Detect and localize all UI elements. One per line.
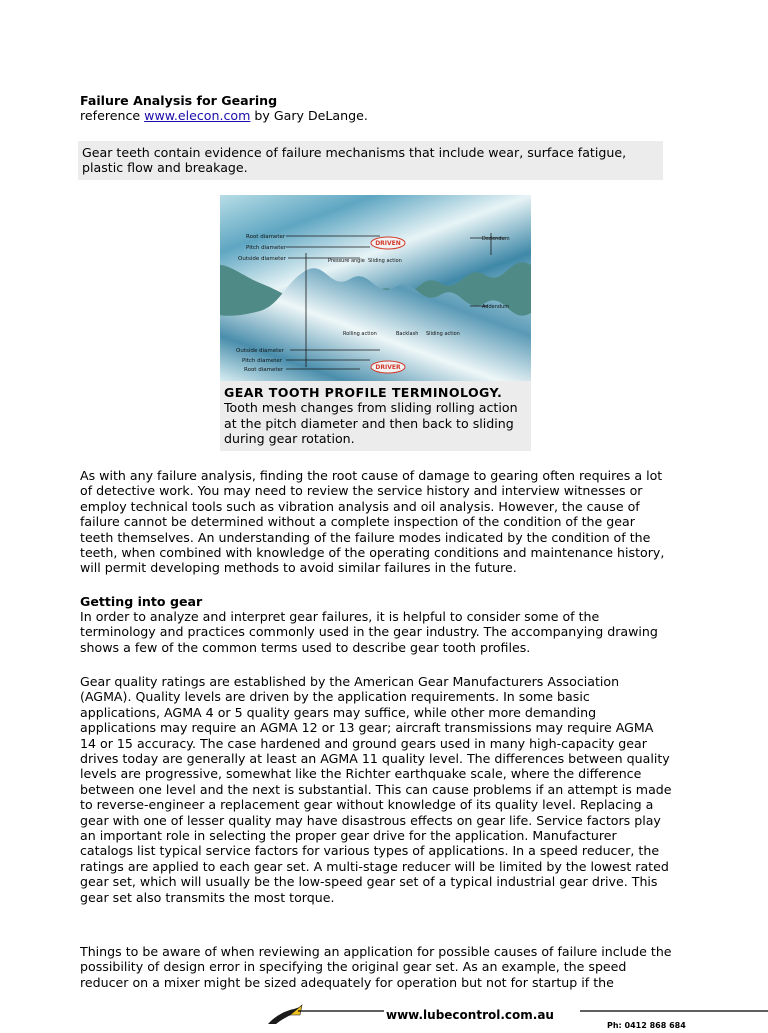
document-header (80, 93, 680, 180)
figure-caption (220, 381, 531, 451)
label-driven: DRIVEN (375, 240, 401, 247)
paragraph-terminology: In order to analyze and interpret gear failures, it is helpful to consider some of the terminology and practices commonly used in the gear industry. The accompanying drawing shows a few of the common terms used to describe gear tooth profiles. (80, 609, 658, 655)
label-outside-diameter-2: Outside diameter (236, 348, 284, 354)
caption-title: GEAR TOOTH PROFILE TERMINOLOGY. (224, 385, 503, 400)
caption-text: Tooth mesh changes from sliding rolling action at the pitch diameter and then back to sliding during gear rotation. (224, 400, 518, 447)
page-footer (260, 1003, 768, 1030)
footer-phone: Ph: 0412 868 684 (607, 1021, 686, 1030)
reference-line (80, 108, 680, 123)
label-root-diameter: Root diameter (246, 234, 286, 240)
label-dedendum: Dedendum (482, 236, 510, 242)
label-pitch-diameter: Pitch diameter (246, 245, 287, 251)
label-backlash: Backlash (396, 331, 419, 337)
label-addendum: Addendum (482, 304, 510, 310)
label-sliding-action-2: Sliding action (426, 331, 460, 337)
label-pressure-angle: Pressure angle (328, 258, 365, 264)
label-pitch-diameter-2: Pitch diameter (242, 358, 283, 364)
paragraph-detective-work: As with any failure analysis, finding the root cause of damage to gearing often requires a lot of detective work. You may need to review the service history and interview witnesses or employ technical tools such as vibration analysis and oil analysis. However, the cause of failure cannot be determined without a complete inspection of the condition of the gear teeth themselves. An understanding of the failure modes indicated by the condition of the teeth, when combined with knowledge of the operating conditions and maintenance history, will permit developing methods to avoid similar failures in the future. (80, 468, 665, 576)
paragraph-gear-quality: Gear quality ratings are established by the American Gear Manufacturers Association (AGMA). Quality levels are driven by the application requirements. In some basic applications, AGMA 4 or 5 quality gears may suffice, while other more demanding applications may require an AGMA 12 or 13 gear; aircraft transmissions may require AGMA 14 or 15 accuracy. The case hardened and ground gears used in many high-capacity gear drives today are generally at least an AGMA 11 quality level. The differences between quality levels are progressive, somewhat like the Richter earthquake scale, where the difference between one level and the next is substantial. This can cause problems if an attempt is made to reverse-engineer a replacement gear without knowledge of its quality level. Replacing a gear with one of lesser quality may have disastrous effects on gear life. Service factors play an important role in selecting the proper gear drive for the application. Manufacturer catalogs list typical service factors for various types of applications. In a speed reducer, the ratings are applied to each gear set. A multi-stage reducer will be limited by the lowest rated gear set, which will usually be the low-speed gear set of a typical industrial gear drive. This gear set also transmits the most torque. (80, 674, 672, 905)
label-rolling-action: Rolling action (343, 331, 377, 337)
paragraph-design-error: Things to be aware of when reviewing an application for possible causes of failure include the possibility of design error in specifying the original gear set. As an example, the speed reducer on a mixer might be sized adequately for operation but not for startup if the (80, 944, 672, 990)
label-outside-diameter: Outside diameter (238, 256, 286, 262)
label-sliding-action: Sliding action (368, 258, 402, 264)
gear-figure (220, 195, 531, 451)
document-title: Failure Analysis for Gearing (80, 93, 278, 108)
label-root-diameter-2: Root diameter (244, 367, 284, 373)
reference-link[interactable]: www.elecon.com (144, 108, 251, 124)
summary-callout: Gear teeth contain evidence of failure mechanisms that include wear, surface fatigue, plastic flow and breakage. (78, 141, 663, 180)
label-driver: DRIVER (375, 364, 401, 371)
reference-prefix: reference (80, 108, 145, 124)
gear-tooth-diagram (220, 195, 531, 381)
section-heading-getting-into-gear: Getting into gear (80, 594, 203, 609)
footer-website: www.lubecontrol.com.au (386, 1008, 554, 1022)
reference-suffix: by Gary DeLange. (250, 108, 368, 124)
